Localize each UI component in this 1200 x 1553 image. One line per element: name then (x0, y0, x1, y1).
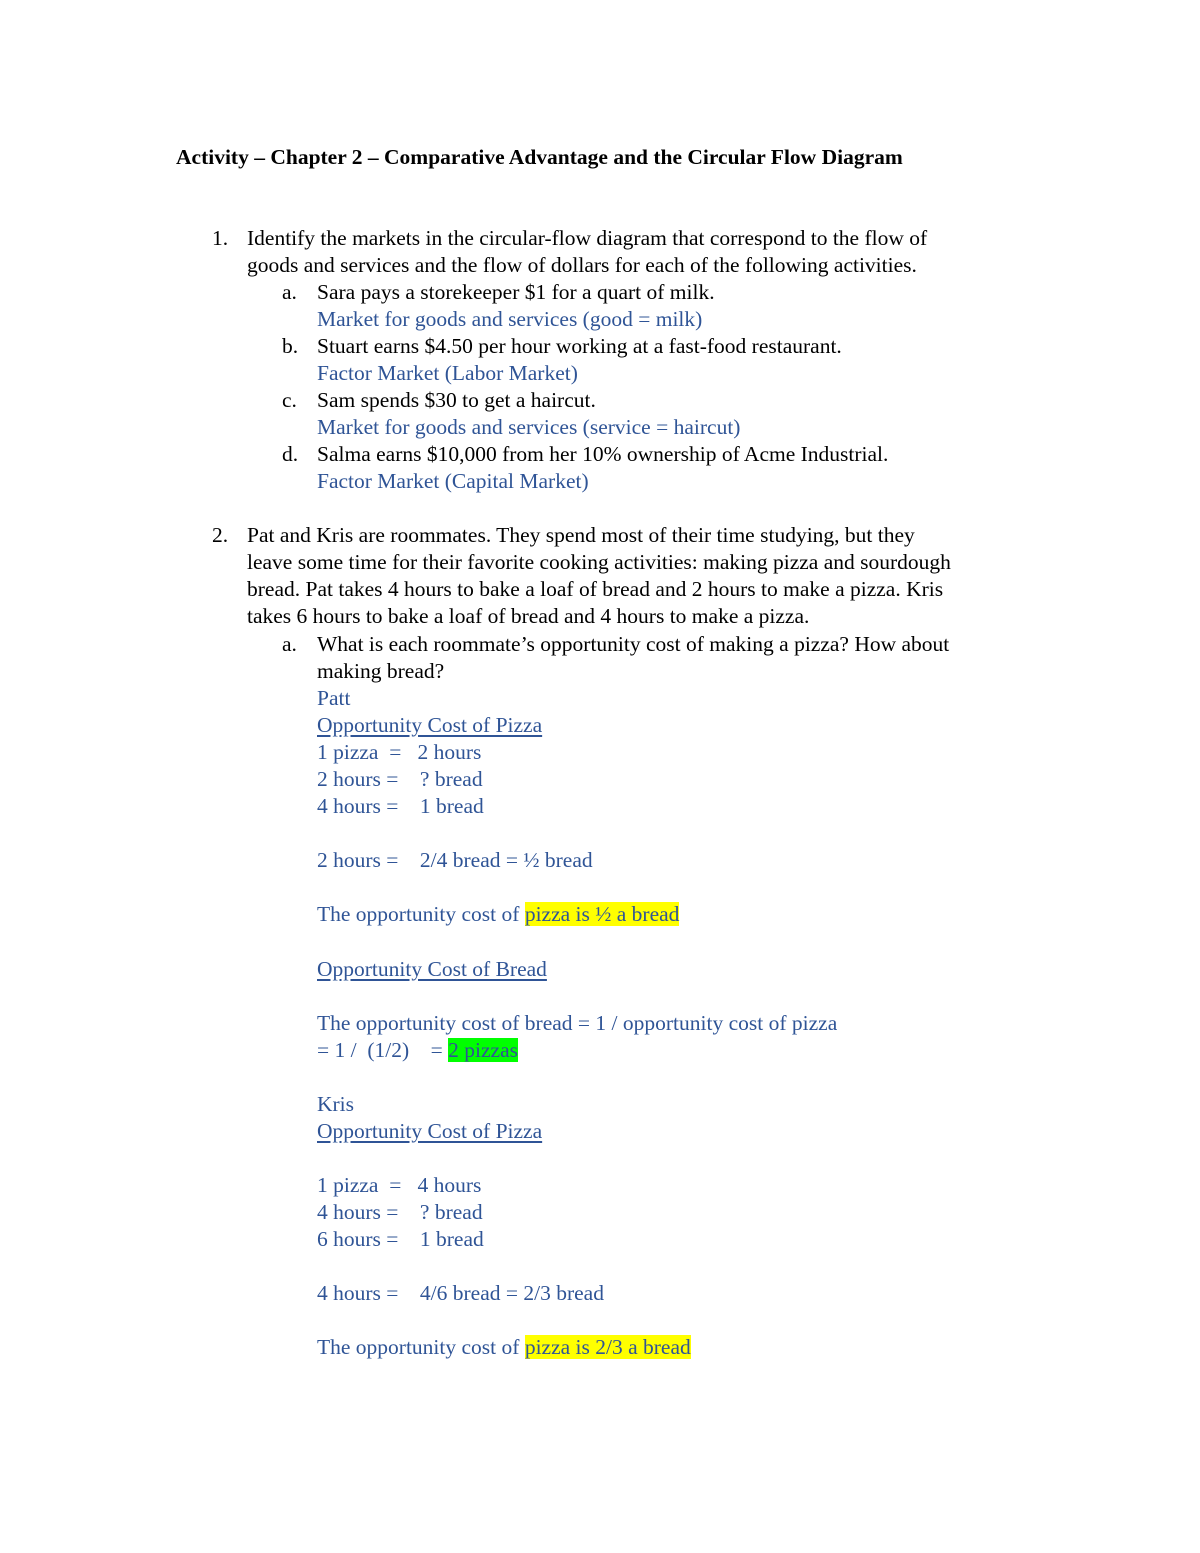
q1c-letter: c. (282, 388, 297, 412)
q2-text-line4: takes 6 hours to bake a loaf of bread and 4 hours to make a pizza. (247, 604, 810, 628)
kris-pizza-result-prefix: The opportunity cost of (317, 1335, 525, 1359)
q1c-answer: Market for goods and services (service = haircut) (317, 415, 741, 439)
q1b-letter: b. (282, 334, 299, 358)
pat-equation-1: 1 pizza = 2 hours (317, 740, 482, 764)
pat-equation-4: 2 hours = 2/4 bread = ½ bread (317, 848, 593, 872)
pat-bread-line1: The opportunity cost of bread = 1 / opportunity cost of pizza (317, 1011, 838, 1035)
q1-text-line1: Identify the markets in the circular-flow diagram that correspond to the flow of (247, 226, 928, 250)
pat-bread-line2-highlight: 2 pizzas (448, 1038, 518, 1062)
pat-pizza-result (317, 901, 679, 928)
pat-equation-3: 4 hours = 1 bread (317, 794, 484, 818)
q2-number: 2. (212, 523, 229, 547)
q1-number: 1. (212, 226, 229, 250)
pat-pizza-heading: Opportunity Cost of Pizza (317, 713, 543, 737)
q1d-letter: d. (282, 442, 299, 466)
q1b-answer: Factor Market (Labor Market) (317, 361, 578, 385)
pat-bread-line2-prefix: = 1 / (1/2) = (317, 1038, 449, 1062)
q1c-question: Sam spends $30 to get a haircut. (317, 388, 596, 412)
q2-text-line3: bread. Pat takes 4 hours to bake a loaf of bread and 2 hours to make a pizza. Kris (247, 577, 944, 601)
q2-text-line1: Pat and Kris are roommates. They spend most of their time studying, but they (247, 523, 915, 547)
kris-equation-2: 4 hours = ? bread (317, 1200, 483, 1224)
pat-bread-line2 (317, 1037, 518, 1064)
q2-text-line2: leave some time for their favorite cooking activities: making pizza and sourdough (247, 550, 951, 574)
pat-pizza-result-prefix: The opportunity cost of (317, 902, 525, 926)
q2a-question-line1: What is each roommate’s opportunity cost of making a pizza? How about (317, 632, 950, 656)
kris-pizza-result (317, 1334, 691, 1361)
q1d-question: Salma earns $10,000 from her 10% ownership of Acme Industrial. (317, 442, 889, 466)
q1a-letter: a. (282, 280, 297, 304)
q1-text-line2: goods and services and the flow of dollars for each of the following activities. (247, 253, 917, 277)
q1d-answer: Factor Market (Capital Market) (317, 469, 589, 493)
kris-equation-4: 4 hours = 4/6 bread = 2/3 bread (317, 1281, 604, 1305)
kris-name: Kris (317, 1092, 355, 1116)
q2a-letter: a. (282, 632, 297, 656)
pat-name: Patt (317, 686, 351, 710)
pat-pizza-result-highlight: pizza is ½ a bread (524, 902, 680, 926)
q1a-answer: Market for goods and services (good = milk) (317, 307, 703, 331)
document-title: Activity – Chapter 2 – Comparative Advantage and the Circular Flow Diagram (176, 145, 903, 169)
kris-equation-1: 1 pizza = 4 hours (317, 1173, 482, 1197)
q2a-question-line2: making bread? (317, 659, 445, 683)
q1a-question: Sara pays a storekeeper $1 for a quart of milk. (317, 280, 715, 304)
kris-pizza-heading: Opportunity Cost of Pizza (317, 1119, 543, 1143)
kris-pizza-result-highlight: pizza is 2/3 a bread (524, 1335, 691, 1359)
q1b-question: Stuart earns $4.50 per hour working at a fast-food restaurant. (317, 334, 842, 358)
pat-equation-2: 2 hours = ? bread (317, 767, 483, 791)
pat-bread-heading: Opportunity Cost of Bread (317, 957, 547, 981)
kris-equation-3: 6 hours = 1 bread (317, 1227, 484, 1251)
